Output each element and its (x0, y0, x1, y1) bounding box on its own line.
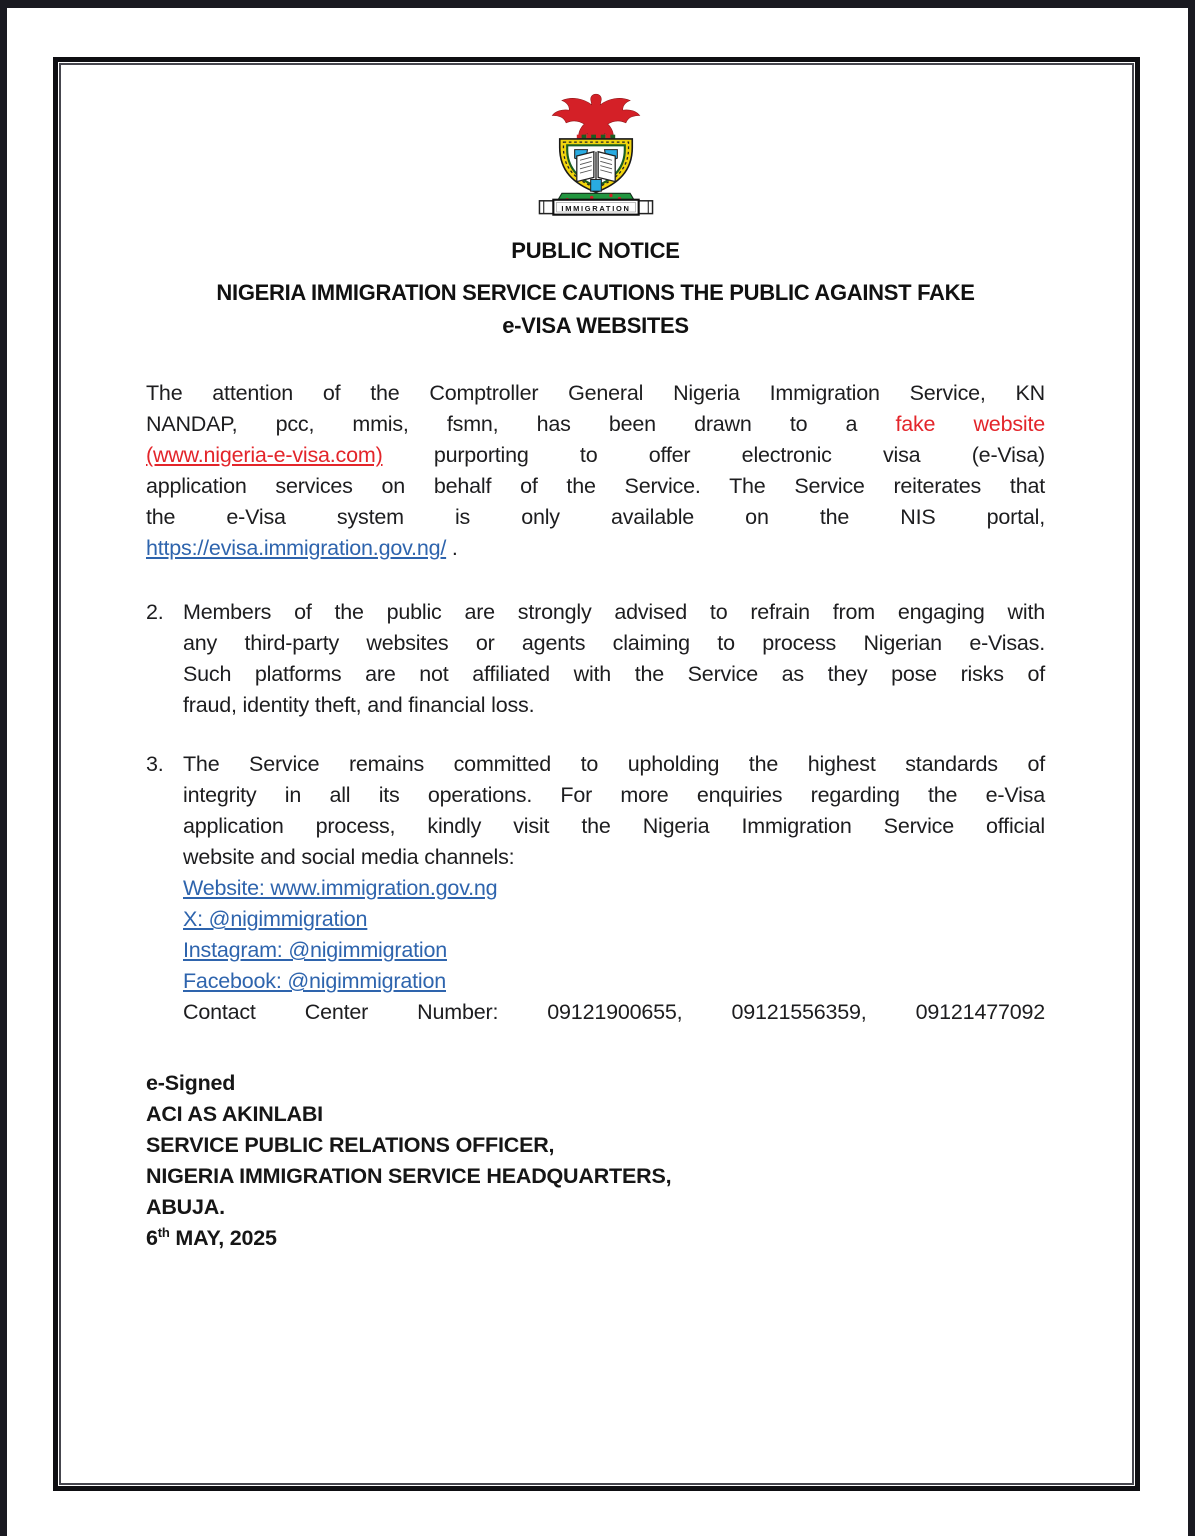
body-line: NANDAP, pcc, mmis, fsmn, has been drawn to a fake website (146, 412, 1045, 436)
nis-logo (146, 92, 1045, 222)
hyperlink[interactable]: https://evisa.immigration.gov.ng/ (146, 536, 447, 560)
immigration-banner (539, 200, 652, 215)
notice-border-frame (53, 57, 1140, 1491)
body-line: application process, kindly visit the Nigeria Immigration Service official (183, 814, 1045, 838)
viewer-edge-left (0, 0, 7, 1536)
x-link[interactable]: X: @nigimmigration (183, 907, 368, 931)
banner-text: IMMIGRATION (560, 203, 631, 213)
paragraph-2 (146, 597, 1045, 721)
body-line: application services on behalf of the Service. The Service reiterates that (146, 474, 1045, 498)
body-line: (www.nigeria-e-visa.com) purporting to offer electronic visa (e-Visa) (146, 443, 1045, 467)
title-line-1: NIGERIA IMMIGRATION SERVICE CAUTIONS THE PUBLIC AGAINST FAKE (216, 280, 975, 305)
body-line: any third-party websites or agents claiming to process Nigerian e-Visas. (183, 631, 1045, 655)
signature-block (146, 1068, 1045, 1254)
body-line: https://evisa.immigration.gov.ng/ . (146, 536, 458, 560)
paragraph-3 (146, 749, 1045, 1028)
notice-content (58, 62, 1135, 1486)
nis-crest-icon (532, 92, 660, 220)
signature-esigned: e-Signed (146, 1071, 236, 1095)
facebook-link[interactable]: Facebook: @nigimmigration (183, 969, 446, 993)
body-line: website and social media channels: (183, 845, 515, 869)
viewer-edge-top (0, 0, 1195, 8)
body-line: The Service remains committed to upholding the highest standards of (183, 752, 1045, 776)
body-line: fraud, identity theft, and financial loss. (183, 693, 535, 717)
item-number: 2. (146, 600, 164, 624)
body-line: integrity in all its operations. For more enquiries regarding the e-Visa (183, 783, 1045, 807)
signature-org: NIGERIA IMMIGRATION SERVICE HEADQUARTERS, (146, 1164, 672, 1188)
contact-center-line: Contact Center Number: 09121900655, 09121556359, 09121477092 (183, 1000, 1045, 1024)
instagram-link[interactable]: Instagram: @nigimmigration (183, 938, 447, 962)
hyperlink[interactable]: (www.nigeria-e-visa.com) (146, 443, 383, 467)
item-number: 3. (146, 752, 164, 776)
signature-date: 6th MAY, 2025 (146, 1224, 277, 1250)
body-line: the e-Visa system is only available on the NIS portal, (146, 505, 1045, 529)
body-line: Members of the public are strongly advised to refrain from engaging with (183, 600, 1045, 624)
signature-role: SERVICE PUBLIC RELATIONS OFFICER, (146, 1133, 555, 1157)
signature-city: ABUJA. (146, 1195, 225, 1219)
title-line-2: e-VISA WEBSITES (502, 313, 689, 338)
paragraph-1 (146, 378, 1045, 564)
body-line: Such platforms are not affiliated with the Service as they pose risks of (183, 662, 1045, 686)
notice-title (146, 276, 1045, 342)
body-line: The attention of the Comptroller General Nigeria Immigration Service, KN (146, 381, 1045, 405)
website-link[interactable]: Website: www.immigration.gov.ng (183, 876, 498, 900)
notice-kicker: PUBLIC NOTICE (511, 238, 680, 263)
signature-name: ACI AS AKINLABI (146, 1102, 323, 1126)
viewer-edge-right (1188, 0, 1195, 1536)
